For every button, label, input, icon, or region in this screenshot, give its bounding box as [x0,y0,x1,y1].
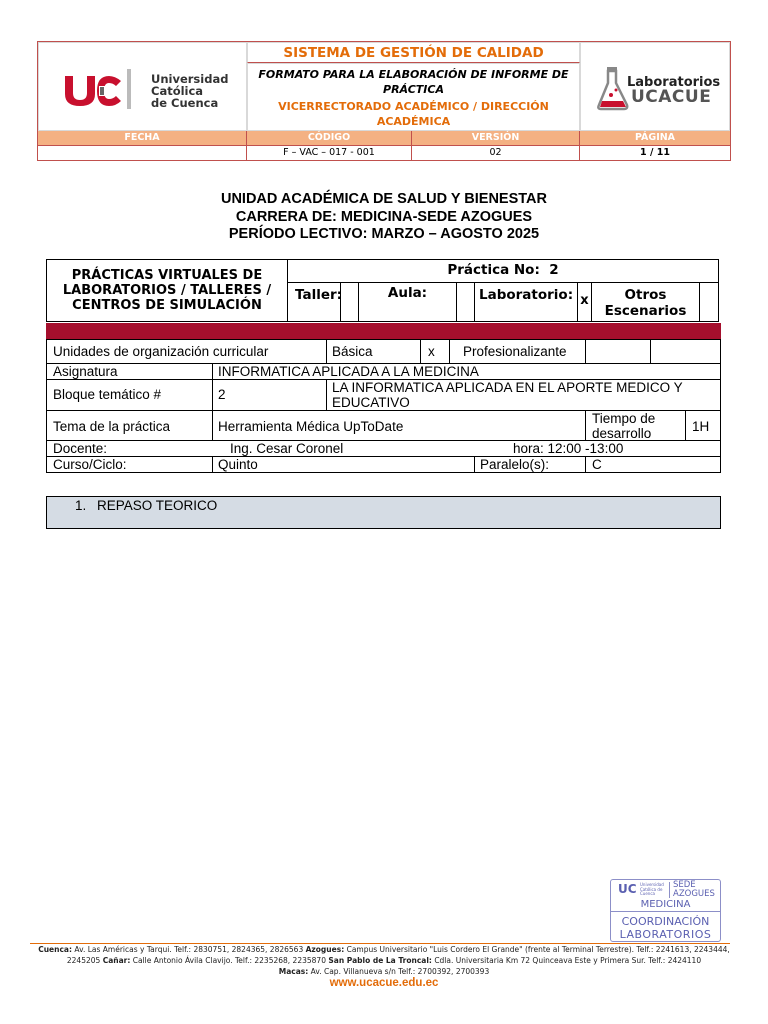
cuenca-address: Av. Las Américas y Tarqui. Telf.: 2830751, 2824365, 2826563 [74,945,304,954]
section-theory-header [46,496,721,529]
course-label: Curso/Ciclo: [53,457,127,472]
page-label: PÁGINA [634,132,676,143]
topic-label: Tema de la práctica [53,419,171,434]
stamp-logo [614,882,670,898]
divider [420,340,421,364]
career-title: CARRERA DE: MEDICINA-SEDE AZOGUES [235,208,533,225]
version-value: 02 [412,145,580,160]
basic-mark-text[interactable]: x [428,344,435,359]
canar-label: Cañar: [102,956,131,965]
laboratorio-label: Laboratorio: [475,283,578,321]
practice-number-cell [288,260,718,283]
otros-checkbox[interactable] [700,283,718,321]
labs-ucacue: UCACUE [631,87,712,107]
time-label: Tiempo de desarrollo [592,411,656,441]
course-info-grid [46,339,721,473]
practice-number-label: Práctica No: [447,262,540,278]
document-header [37,41,731,161]
academic-titles [0,191,768,244]
coordination-stamp [610,879,721,942]
laboratorio-checkbox[interactable]: x [578,283,592,321]
azogues-label: Azogues: [305,945,345,954]
course-value: Quinto [218,457,258,472]
practice-number: 2 [549,262,559,278]
footer-addresses [28,944,740,977]
teacher-label: Docente: [53,441,108,456]
section-number: 1. [75,498,87,513]
divider [585,340,586,364]
system-title-cell [247,42,580,63]
taller-checkbox[interactable] [341,283,359,321]
macas-address: Av. Cap. Villanueva s/n Telf.: 2700392, 2700393 [310,967,490,976]
university-name-line1: Universidad [151,72,229,86]
taller-label: Taller: [288,283,341,321]
divider [212,380,213,411]
footer-line2 [28,966,740,977]
divider [585,457,586,472]
divider [326,380,327,411]
labs-name: Laboratorios [627,75,721,90]
time-value: 1H [692,419,710,434]
divider [326,340,327,364]
otros-escenarios-label: Otros Escenarios [592,283,700,321]
stamp-logo-text: Universidad Católica de Cuenca [640,882,664,896]
section-title: REPASO TEORICO [97,498,218,513]
aula-label: Aula: [359,283,457,321]
right-logo-cell [580,42,730,131]
divider [685,411,686,441]
stamp-line2: LABORATORIOS [619,928,712,941]
troncal-address: Cdla. Universitaria Km 72 Quinceava Este y Primera Sur. Telf.: 2424110 [434,956,702,965]
stamp-sede: SEDE AZOGUES [673,880,715,899]
format-title-cell [247,63,580,131]
period-title: PERÍODO LECTIVO: MARZO – AGOSTO 2025 [228,226,540,242]
macas-label: Macas: [278,967,309,976]
stamp-carrera: MEDICINA [611,899,720,912]
divider [449,340,450,364]
ucacue-logo-mark [63,73,123,107]
practice-type-table [46,259,719,322]
canar-address: Calle Antonio Ávila Clavijo. Telf.: 2235268, 2235870 [132,956,326,965]
divider [650,340,651,364]
subject-value: INFORMATICA APLICADA A LA MEDICINA [218,364,479,379]
academic-unit-title: UNIDAD ACADÉMICA DE SALUD Y BIENESTAR [220,191,547,207]
page-value: 1 / 11 [640,147,670,158]
footer-line1 [28,944,740,966]
divider [474,457,475,472]
university-name [151,73,228,109]
date-value [38,145,247,160]
stamp-logo-mark: UC [618,882,637,896]
version-label: VERSIÓN [412,131,580,145]
subject-label: Asignatura [53,364,118,379]
aula-checkbox[interactable] [457,283,475,321]
website-link[interactable]: www.ucacue.edu.ec [329,977,439,989]
stamp-line1: COORDINACIÓN [621,915,710,928]
date-label: FECHA [38,131,247,145]
units-label-text: Unidades de organización curricular [53,344,269,359]
basic-label-text: Básica [332,344,373,359]
troncal-label: San Pablo de La Troncal: [328,956,432,965]
code-label: CÓDIGO [247,131,412,145]
hour-value: hora: 12:00 -13:00 [513,441,624,456]
block-title: LA INFORMATICA APLICADA EN EL APORTE MEDICO Y EDUCATIVO [332,380,683,410]
department-title: VICERRECTORADO ACADÉMICO / DIRECCIÓN ACADÉMICA [278,100,549,128]
topic-value: Herramienta Médica UpToDate [218,419,404,434]
divider [212,364,213,380]
code-value: F – VAC – 017 - 001 [247,145,412,160]
university-name-line3: de Cuenca [151,96,219,110]
divider [212,411,213,441]
block-number: 2 [218,387,226,402]
azogues-address: Campus Universitario "Luis Cordero El Grande" (frente al Terminal Terrestre). Telf.: 2241613, 2243444, 2245205 [66,945,730,965]
divider [585,411,586,441]
parallel-value: C [592,457,602,472]
university-name-line2: Católica [151,84,204,98]
section-separator-band [46,323,721,339]
professional-label-text: Profesionalizante [463,344,567,359]
logo-separator [127,69,131,109]
system-title: SISTEMA DE GESTIÓN DE CALIDAD [283,45,544,61]
parallel-label: Paralelo(s): [480,457,550,472]
cuenca-label: Cuenca: [38,945,72,954]
block-label: Bloque temático # [53,387,162,402]
format-title: FORMATO PARA LA ELABORACIÓN DE INFORME DE PRÁCTICA [258,68,569,96]
divider [212,457,213,472]
practice-type-label: PRÁCTICAS VIRTUALES DE LABORATORIOS / TALLERES / CENTROS DE SIMULACIÓN [47,260,288,321]
left-logo-cell [38,42,247,131]
teacher-value: Ing. Cesar Coronel [230,441,344,456]
